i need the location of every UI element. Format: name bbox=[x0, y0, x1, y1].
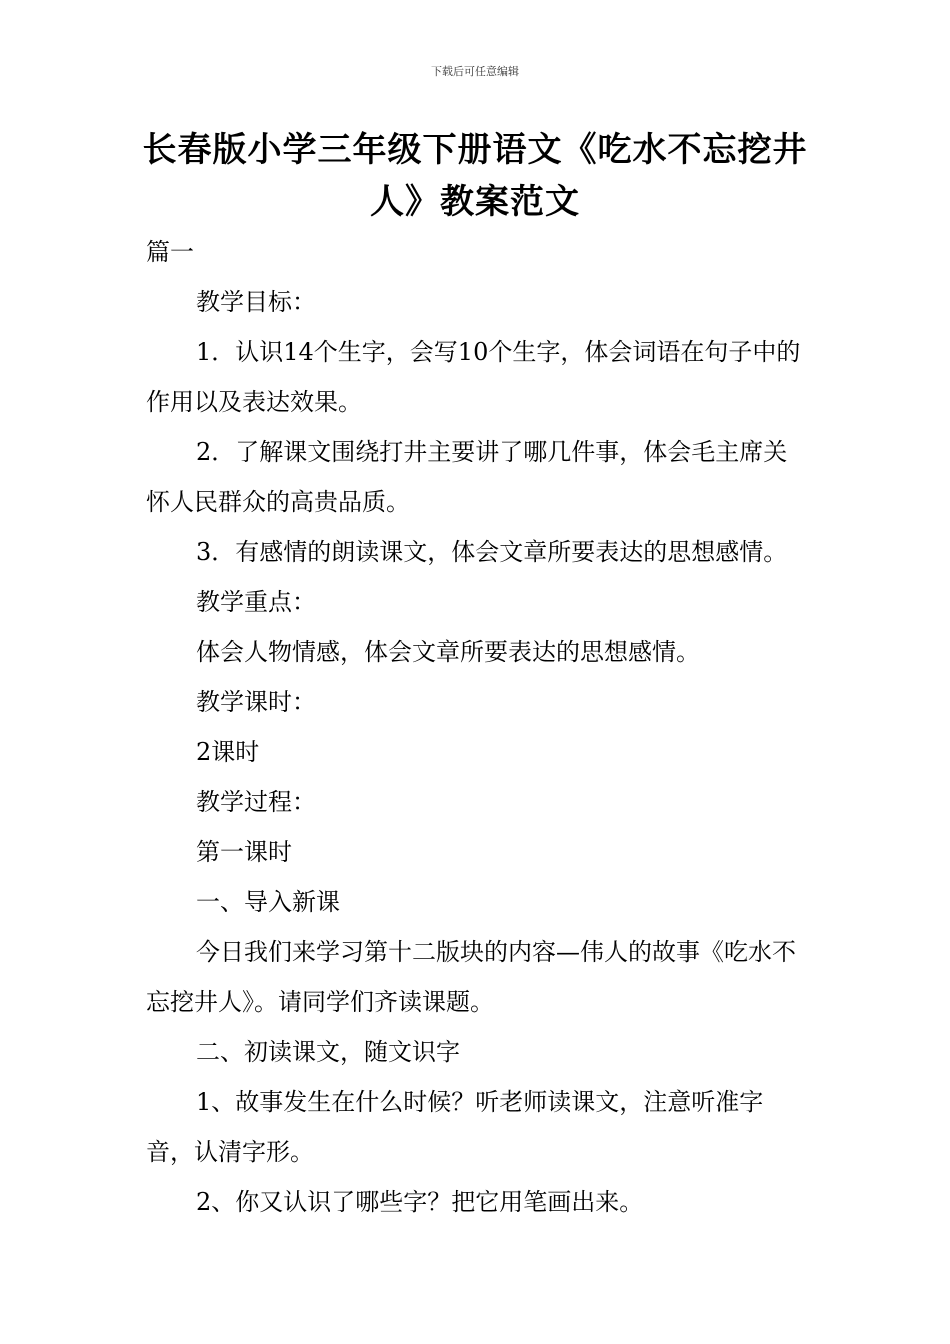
paragraph: 3．有感情的朗读课文，体会文章所要表达的思想感情。 bbox=[196, 538, 788, 566]
paragraph: 第一课时 bbox=[196, 838, 292, 866]
document-body bbox=[146, 227, 811, 1227]
document-title: 长春版小学三年级下册语文《吃水不忘挖井人》教案范文 bbox=[142, 130, 808, 222]
paragraph: 1、故事发生在什么时候？听老师读课文，注意听准字音，认清字形。 bbox=[146, 1088, 764, 1166]
paragraph: 教学过程： bbox=[196, 788, 316, 816]
section-heading: 篇一 bbox=[146, 238, 194, 266]
paragraph: 2．了解课文围绕打井主要讲了哪几件事，体会毛主席关怀人民群众的高贵品质。 bbox=[146, 438, 788, 516]
paragraph: 教学课时： bbox=[196, 688, 316, 716]
paragraph: 一、导入新课 bbox=[196, 888, 340, 916]
paragraph: 今日我们来学习第十二版块的内容—伟人的故事《吃水不忘挖井人》。请同学们齐读课题。 bbox=[146, 938, 796, 1016]
paragraph: 2、你又认识了哪些字？把它用笔画出来。 bbox=[196, 1188, 644, 1216]
paragraph: 2课时 bbox=[196, 738, 260, 766]
header-note: 下载后可任意编辑 bbox=[431, 65, 519, 78]
paragraph: 教学目标： bbox=[196, 288, 316, 316]
paragraph: 二、初读课文，随文识字 bbox=[196, 1038, 460, 1066]
paragraph: 1．认识14个生字，会写10个生字，体会词语在句子中的作用以及表达效果。 bbox=[146, 338, 801, 416]
paragraph: 体会人物情感，体会文章所要表达的思想感情。 bbox=[196, 638, 700, 666]
paragraph: 教学重点： bbox=[196, 588, 316, 616]
